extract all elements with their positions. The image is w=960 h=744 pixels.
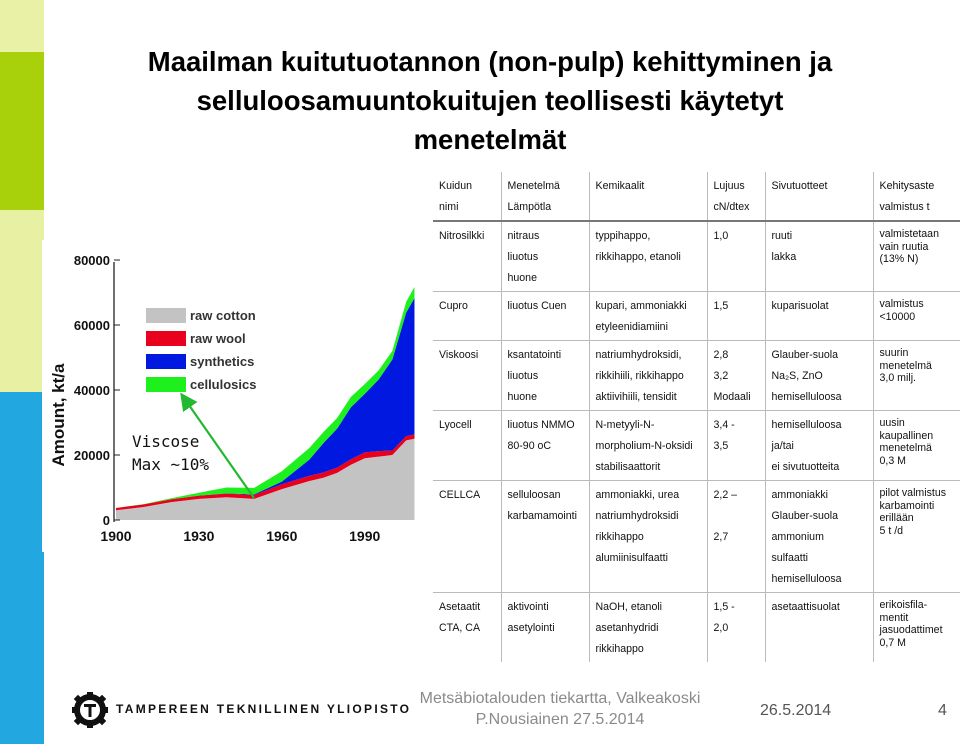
table-cell: 3,4 - 3,5 [707, 411, 765, 481]
table-cell: Glauber-suola Na₂S, ZnO hemiselluloosa [765, 341, 873, 411]
legend-label-cellulosics: cellulosics [190, 377, 257, 392]
table-cell: Asetaatit CTA, CA [433, 593, 501, 663]
table-cell: typpihappo, rikkihappo, etanoli [589, 221, 707, 292]
table-cell: suurin menetelmä 3,0 milj. [879, 347, 932, 384]
table-cell: 1,5 [707, 292, 765, 341]
annotation-viscose: Viscose [132, 432, 200, 451]
table-header-cell: Kehitysaste valmistus t [879, 180, 935, 213]
annotation-max: Max ~10% [132, 455, 210, 474]
table-cell: uusin kaupallinen menetelmä 0,3 M [879, 417, 934, 467]
table-row [433, 221, 960, 292]
logo-text: TAMPEREEN TEKNILLINEN YLIOPISTO [116, 702, 412, 716]
table-header-row [433, 172, 960, 221]
methods-table-container [433, 172, 960, 655]
side-stripe-lime [0, 52, 44, 210]
side-stripe-pale-top [0, 0, 44, 52]
y-tick-label: 60000 [73, 318, 110, 333]
table-header-cell: Kemikaalit [589, 172, 707, 221]
table-header-cell: Lujuus cN/dtex [707, 172, 765, 221]
table-header-cell: Sivutuotteet [765, 172, 873, 221]
table-cell: liuotus Cuen [501, 292, 589, 341]
table-cell: pilot valmistus karbamointi erillään 5 t /d [879, 487, 947, 537]
side-stripe-blue [0, 392, 44, 744]
table-cell: natriumhydroksidi, rikkihiili, rikkihappo aktiivihiili, tensidit [589, 341, 707, 411]
fiber-production-chart [42, 240, 420, 552]
table-cell: Nitrosilkki [433, 221, 501, 292]
footer-source-line-2: P.Nousiainen 27.5.2014 [475, 711, 645, 728]
title-line-2: selluloosamuuntokuitujen teollisesti käytetyt [196, 85, 784, 116]
table-row [433, 481, 960, 593]
table-cell: N-metyyli-N- morpholium-N-oksidi stabilisaattorit [589, 411, 707, 481]
table-cell: asetaattisuolat [765, 593, 873, 663]
gear-logo-icon [72, 692, 108, 728]
y-tick-label: 40000 [73, 383, 110, 398]
footer-date: 26.5.2014 [760, 702, 832, 719]
table-cell: liuotus NMMO 80-90 oC [501, 411, 589, 481]
legend-swatch-synthetics [146, 354, 186, 369]
table-cell: ammoniakki Glauber-suola ammonium sulfaatti hemiselluloosa [765, 481, 873, 593]
table-cell: ruuti lakka [765, 221, 873, 292]
table-cell: 2,2 – 2,7 [707, 481, 765, 593]
table-cell: kuparisuolat [765, 292, 873, 341]
table-cell: selluloosan karbamamointi [501, 481, 589, 593]
table-cell: Lyocell [433, 411, 501, 481]
page-number: 4 [938, 702, 947, 719]
table-row [433, 411, 960, 481]
x-tick-label: 1990 [349, 528, 381, 544]
footer-source-line-1: Metsäbiotalouden tiekartta, Valkeakoski [419, 690, 701, 707]
title-line-3: menetelmät [413, 124, 567, 155]
legend-swatch-cellulosics [146, 377, 186, 392]
table-header-cell: Kuidun nimi [433, 172, 501, 221]
table-cell: nitraus liuotus huone [501, 221, 589, 292]
table-cell: ksantatointi liuotus huone [501, 341, 589, 411]
table-cell: aktivointi asetylointi [501, 593, 589, 663]
x-tick-label: 1900 [100, 528, 132, 544]
table-cell: kupari, ammoniakki etyleenidiamiini [589, 292, 707, 341]
table-header-cell: Menetelmä Lämpötla [501, 172, 589, 221]
table-cell: valmistetaan vain ruutia (13% N) [879, 228, 939, 265]
x-tick-label: 1930 [183, 528, 215, 544]
legend-label-raw-cotton: raw cotton [190, 308, 256, 323]
methods-table [433, 172, 960, 662]
table-cell: 2,8 3,2 Modaali [707, 341, 765, 411]
legend-label-raw-wool: raw wool [190, 331, 246, 346]
side-stripe-pale [0, 210, 44, 392]
table-row [433, 292, 960, 341]
table-row [433, 593, 960, 663]
legend-swatch-raw-cotton [146, 308, 186, 323]
table-cell: Cupro [433, 292, 501, 341]
table-cell: NaOH, etanoli asetanhydridi rikkihappo [589, 593, 707, 663]
title-line-1: Maailman kuitutuotannon (non-pulp) kehittyminen ja [147, 46, 833, 77]
y-tick-label: 20000 [73, 448, 110, 463]
table-cell: erikoisfila- mentit jasuodattimet 0,7 M [879, 599, 943, 649]
x-tick-label: 1960 [266, 528, 298, 544]
table-cell: ammoniakki, urea natriumhydroksidi rikkihappo alumiinisulfaatti [589, 481, 707, 593]
table-cell: valmistus <10000 [879, 298, 924, 323]
table-cell: 1,0 [707, 221, 765, 292]
y-tick-label: 80000 [73, 253, 110, 268]
table-cell: CELLCA [433, 481, 501, 593]
table-row [433, 341, 960, 411]
table-cell: 1,5 - 2,0 [707, 593, 765, 663]
y-axis-label: Amount, kt/a [49, 363, 68, 467]
table-cell: Viskoosi [433, 341, 501, 411]
footer-source [400, 688, 720, 730]
legend-swatch-raw-wool [146, 331, 186, 346]
y-tick-label: 0 [102, 513, 110, 528]
table-cell: hemiselluloosa ja/tai ei sivutuotteita [765, 411, 873, 481]
legend-label-synthetics: synthetics [190, 354, 255, 369]
slide-title [60, 42, 920, 159]
